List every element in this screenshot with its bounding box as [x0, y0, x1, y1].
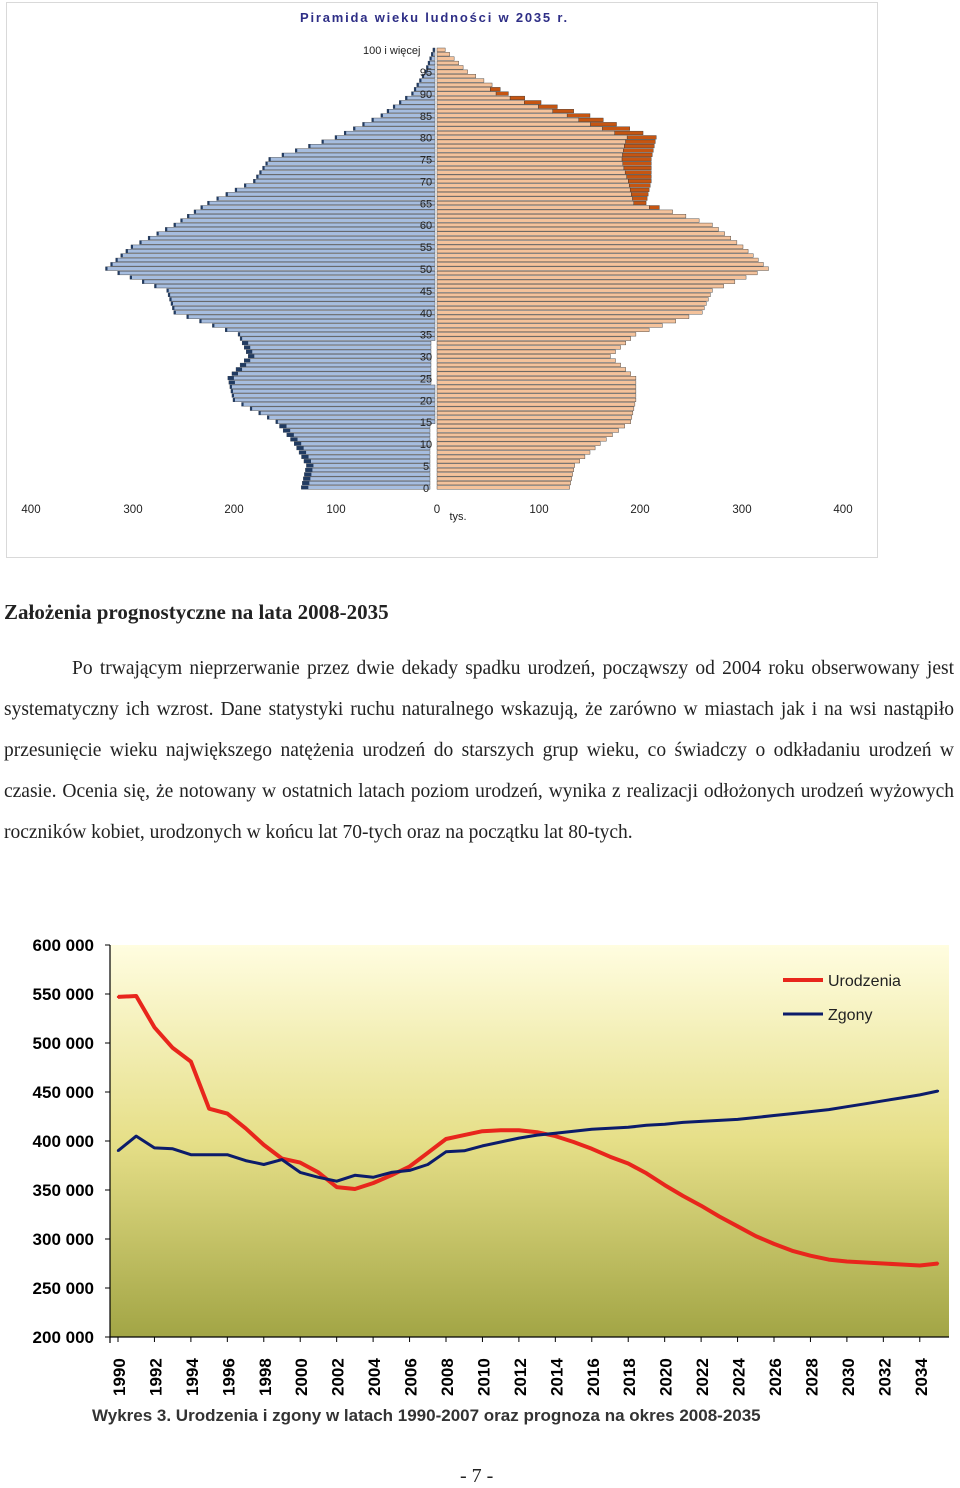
data-point-zgony [919, 1094, 921, 1096]
data-point-urodzenia [846, 1260, 848, 1262]
legend-label-urodzenia: Urodzenia [828, 973, 901, 990]
data-point-urodzenia [682, 1195, 684, 1197]
data-point-zgony [937, 1090, 939, 1092]
x-tick-label: 2026 [766, 1358, 785, 1396]
data-point-zgony [299, 1171, 301, 1173]
pyramid-age-label: 35 [419, 329, 433, 342]
page-number: - 7 - [460, 1465, 494, 1487]
data-point-zgony [354, 1174, 356, 1176]
data-point-zgony [609, 1127, 611, 1129]
x-tick-label: 2028 [802, 1358, 822, 1396]
legend-label-zgony: Zgony [828, 1007, 873, 1024]
pyramid-age-label: 75 [419, 154, 433, 167]
data-point-urodzenia [117, 996, 119, 998]
data-point-urodzenia [791, 1250, 793, 1252]
data-point-zgony [226, 1154, 228, 1156]
chart-caption: Wykres 3. Urodzenia i zgony w latach 1990-2007 oraz prognoza na okres 2008-2035 [92, 1406, 761, 1425]
data-point-urodzenia [135, 995, 137, 997]
data-point-zgony [372, 1176, 374, 1178]
y-tick-label: 450 000 [32, 1083, 94, 1102]
data-point-urodzenia [609, 1155, 611, 1157]
data-point-urodzenia [919, 1264, 921, 1266]
data-point-urodzenia [700, 1204, 702, 1206]
data-point-urodzenia [481, 1130, 483, 1132]
y-tick-label: 300 000 [32, 1230, 94, 1249]
data-point-zgony [208, 1154, 210, 1156]
y-tick-label: 350 000 [32, 1181, 94, 1200]
pyramid-age-label: 40 [419, 307, 433, 320]
x-tick-label: 1990 [110, 1358, 129, 1396]
data-point-urodzenia [554, 1135, 556, 1137]
data-point-urodzenia [427, 1152, 429, 1154]
data-point-zgony [499, 1141, 501, 1143]
pyramid-age-label: 0 [422, 482, 430, 495]
x-tick-label: 2034 [911, 1358, 931, 1396]
x-tick-label: 2022 [693, 1358, 713, 1396]
data-point-urodzenia [263, 1144, 265, 1146]
data-point-urodzenia [463, 1134, 465, 1136]
pyramid-x-tick-label: 300 [732, 504, 752, 516]
data-point-zgony [317, 1176, 319, 1178]
data-point-urodzenia [882, 1262, 884, 1264]
x-tick-label: 2010 [474, 1358, 494, 1396]
x-tick-label: 1994 [182, 1358, 202, 1396]
data-point-zgony [427, 1163, 429, 1165]
pyramid-age-label: 60 [419, 220, 433, 233]
body-paragraph-text: Po trwającym nieprzerwanie przez dwie dekady spadku urodzeń, począwszy od 2004 roku obserwowany jest systematyczny ich wzrost. Dane statystyki ruchu naturalnego wskazują, że zarówno w miastach jak i na wsi nastąpiło przesunięcie wieku największego natężenia urodzeń do starszych grup wieku, co świadczy o odkładaniu urodzeń w czasie. Ocenia się, że notowany w ostatnich latach poziom urodzeń, wynika z realizacji odłożonych urodzeń wyżowych roczników kobiet, urodzonych w końcu lat 70-tych oraz na początku lat 80-tych. [4, 658, 954, 843]
y-tick-label: 600 000 [32, 936, 94, 955]
data-point-zgony [682, 1121, 684, 1123]
data-point-urodzenia [627, 1162, 629, 1164]
data-point-zgony [117, 1150, 119, 1152]
data-point-zgony [882, 1100, 884, 1102]
x-tick-label: 2000 [292, 1358, 312, 1396]
data-point-zgony [244, 1159, 246, 1161]
data-point-zgony [572, 1130, 574, 1132]
data-point-zgony [809, 1110, 811, 1112]
pyramid-age-label: 95 [419, 67, 433, 80]
data-point-zgony [518, 1137, 520, 1139]
data-point-urodzenia [171, 1047, 173, 1049]
data-point-urodzenia [755, 1235, 757, 1237]
pyramid-age-label: 30 [419, 351, 433, 364]
data-point-urodzenia [518, 1129, 520, 1131]
data-point-zgony [718, 1119, 720, 1121]
data-point-zgony [591, 1128, 593, 1130]
plot-area [110, 945, 949, 1337]
x-tick-label: 1998 [255, 1358, 275, 1396]
pyramid-x-tick-label: 200 [224, 504, 244, 516]
pyramid-age-label: 15 [419, 417, 433, 430]
data-point-zgony [463, 1150, 465, 1152]
pyramid-age-label: 100 i więcej [363, 45, 421, 58]
y-tick-label: 250 000 [32, 1279, 94, 1298]
data-point-urodzenia [190, 1060, 192, 1062]
pyramid-x-tick-label: 100 [529, 504, 549, 516]
pyramid-age-label: 5 [422, 460, 430, 473]
x-tick-label: 2020 [656, 1358, 676, 1396]
x-tick-label: 2016 [583, 1358, 603, 1396]
x-tick-label: 1996 [219, 1358, 239, 1396]
data-point-urodzenia [827, 1258, 829, 1260]
pyramid-x-tick-label: 100 [326, 504, 346, 516]
data-point-zgony [663, 1123, 665, 1125]
pyramid-x-tick-label: 300 [123, 504, 143, 516]
data-point-urodzenia [809, 1254, 811, 1256]
data-point-urodzenia [736, 1225, 738, 1227]
y-tick-label: 400 000 [32, 1132, 94, 1151]
pyramid-title: Piramida wieku ludności w 2035 r. [300, 10, 569, 25]
y-tick-label: 550 000 [32, 985, 94, 1004]
data-point-urodzenia [572, 1141, 574, 1143]
data-point-urodzenia [937, 1262, 939, 1264]
data-point-urodzenia [335, 1186, 337, 1188]
data-point-zgony [554, 1132, 556, 1134]
data-point-zgony [190, 1154, 192, 1156]
data-point-urodzenia [718, 1215, 720, 1217]
x-tick-label: 1992 [146, 1358, 166, 1396]
data-point-urodzenia [663, 1184, 665, 1186]
data-point-urodzenia [645, 1172, 647, 1174]
pyramid-age-label: 85 [419, 110, 433, 123]
data-point-zgony [773, 1114, 775, 1116]
x-tick-label: 2018 [620, 1358, 640, 1396]
data-point-urodzenia [372, 1182, 374, 1184]
data-point-zgony [481, 1145, 483, 1147]
pyramid-unit-label: tys. [449, 511, 467, 523]
data-point-zgony [135, 1135, 137, 1137]
pyramid-age-label: 70 [419, 176, 433, 189]
pyramid-age-label: 65 [419, 198, 433, 211]
data-point-zgony [791, 1112, 793, 1114]
y-tick-label: 500 000 [32, 1034, 94, 1053]
data-point-urodzenia [299, 1161, 301, 1163]
data-point-urodzenia [317, 1171, 319, 1173]
data-point-urodzenia [499, 1129, 501, 1131]
data-point-urodzenia [900, 1263, 902, 1265]
x-tick-label: 2014 [547, 1358, 567, 1396]
data-point-zgony [263, 1163, 265, 1165]
data-point-zgony [627, 1126, 629, 1128]
data-point-zgony [536, 1134, 538, 1136]
data-point-urodzenia [244, 1127, 246, 1129]
data-point-zgony [645, 1124, 647, 1126]
data-point-urodzenia [591, 1148, 593, 1150]
data-point-urodzenia [208, 1107, 210, 1109]
data-point-zgony [700, 1120, 702, 1122]
data-point-urodzenia [445, 1138, 447, 1140]
pyramid-x-tick-label: 0 [433, 504, 441, 516]
pyramid-age-label: 25 [419, 373, 433, 386]
pyramid-age-label: 20 [419, 395, 433, 408]
data-point-zgony [153, 1147, 155, 1149]
data-point-zgony [736, 1118, 738, 1120]
x-tick-label: 2032 [875, 1358, 895, 1396]
data-point-urodzenia [864, 1261, 866, 1263]
data-point-zgony [864, 1103, 866, 1105]
x-tick-label: 2004 [365, 1358, 385, 1396]
data-point-zgony [755, 1116, 757, 1118]
data-point-zgony [390, 1171, 392, 1173]
x-tick-label: 2006 [401, 1358, 421, 1396]
data-point-urodzenia [408, 1165, 410, 1167]
x-tick-label: 2008 [438, 1358, 457, 1396]
x-tick-label: 2012 [510, 1358, 530, 1396]
section-heading: Założenia prognostyczne na lata 2008-2035 [4, 600, 389, 624]
y-tick-label: 200 000 [32, 1328, 94, 1347]
x-tick-label: 2030 [838, 1358, 858, 1396]
pyramid-age-label: 45 [419, 285, 433, 298]
data-point-urodzenia [226, 1112, 228, 1114]
data-point-zgony [846, 1106, 848, 1108]
pyramid-age-label: 10 [419, 439, 433, 452]
data-point-zgony [408, 1169, 410, 1171]
pyramid-age-label: 55 [419, 242, 433, 255]
data-point-zgony [281, 1158, 283, 1160]
data-point-urodzenia [390, 1174, 392, 1176]
data-point-zgony [171, 1148, 173, 1150]
data-point-zgony [827, 1108, 829, 1110]
pyramid-age-label: 50 [419, 264, 433, 276]
data-point-urodzenia [354, 1188, 356, 1190]
pyramid-x-tick-label: 400 [833, 504, 853, 516]
x-tick-label: 2024 [729, 1358, 749, 1396]
pyramid-age-label: 90 [419, 88, 433, 101]
data-point-zgony [335, 1180, 337, 1182]
x-tick-label: 2002 [328, 1358, 348, 1396]
data-point-zgony [445, 1151, 447, 1153]
pyramid-x-tick-label: 400 [21, 504, 41, 516]
data-point-zgony [900, 1097, 902, 1099]
data-point-urodzenia [773, 1243, 775, 1245]
data-point-urodzenia [536, 1131, 538, 1133]
pyramid-x-tick-label: 200 [630, 504, 650, 516]
pyramid-age-label: 80 [419, 132, 433, 145]
data-point-urodzenia [153, 1026, 155, 1028]
